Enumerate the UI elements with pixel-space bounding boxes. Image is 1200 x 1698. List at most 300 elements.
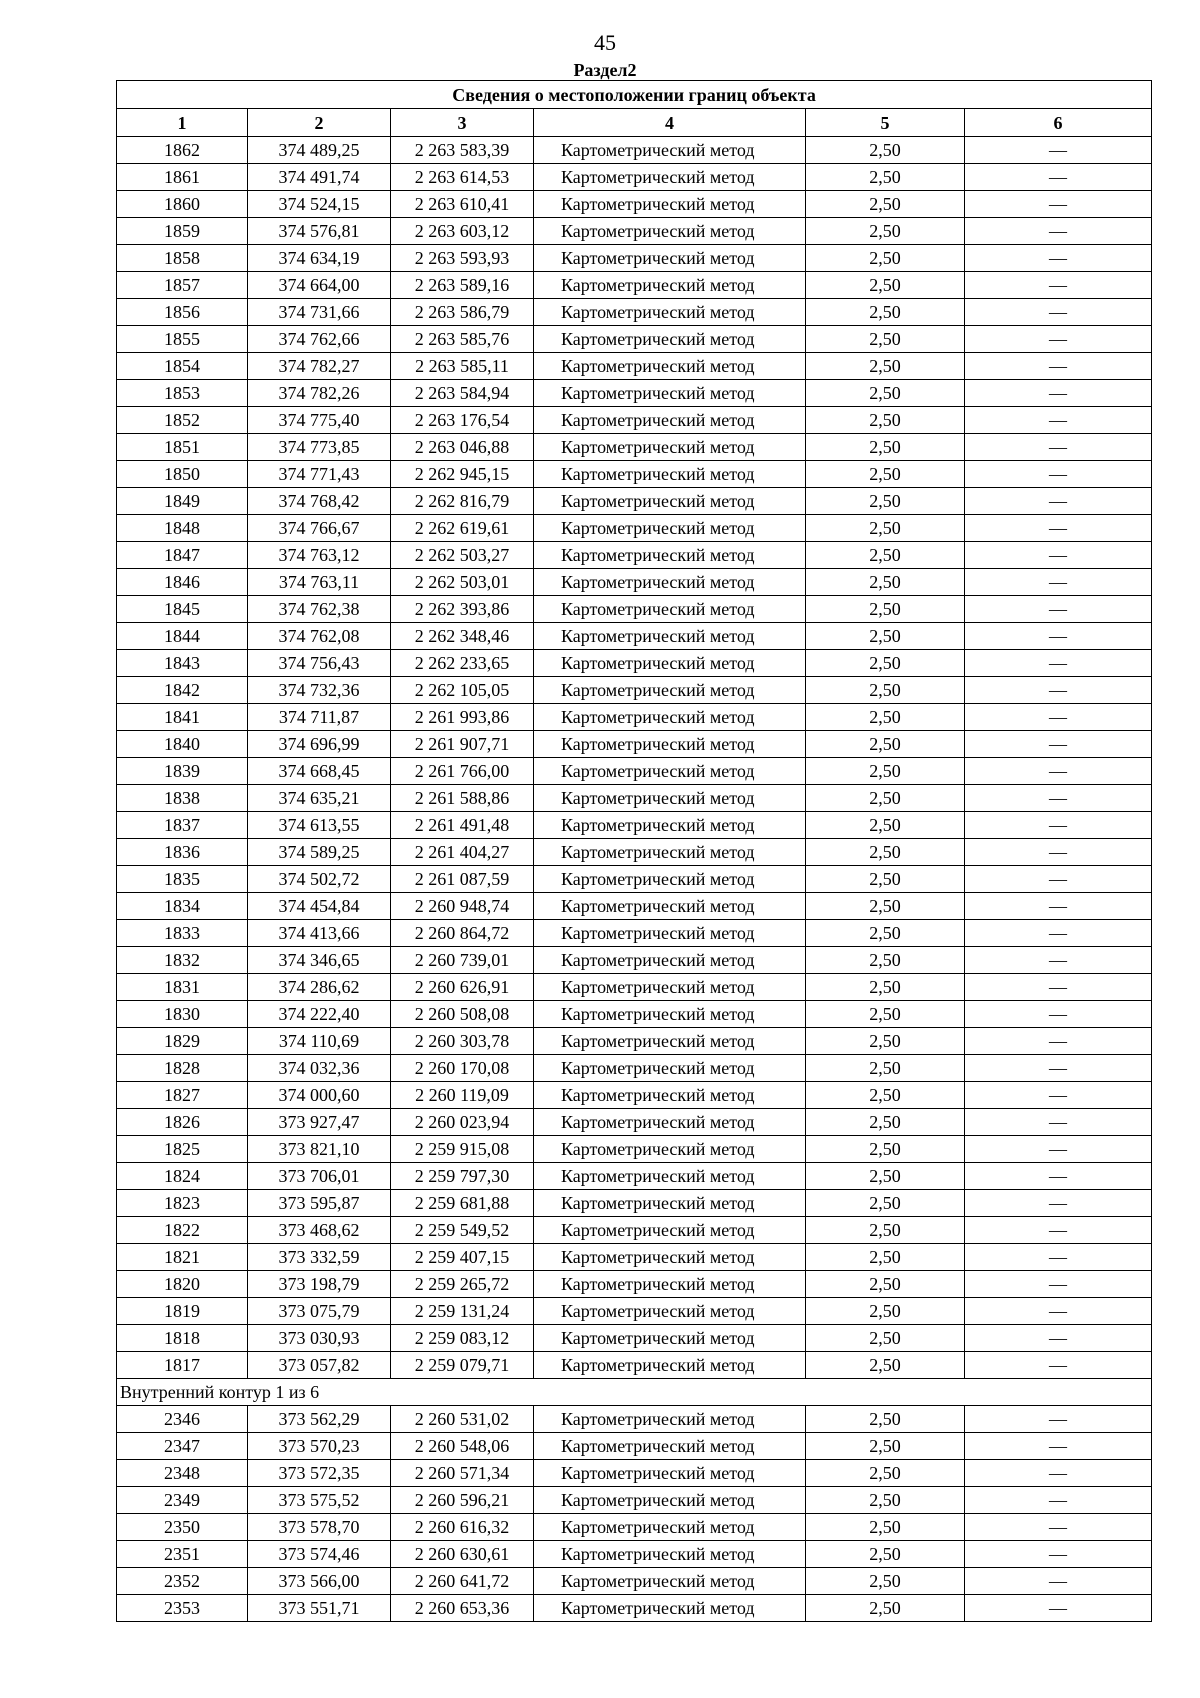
x-coordinate-cell: 374 775,40 [248,407,391,434]
table-row [117,299,1152,326]
point-number-cell: 1818 [117,1325,248,1352]
description-cell: — [965,704,1152,731]
point-number-cell: 2352 [117,1568,248,1595]
accuracy-cell: 2,50 [806,434,965,461]
description-cell: — [965,1190,1152,1217]
point-number-cell: 2351 [117,1541,248,1568]
method-cell: Картометрический метод [534,785,806,812]
point-number-cell: 1831 [117,974,248,1001]
method-cell: Картометрический метод [534,650,806,677]
column-header: 5 [806,109,965,137]
description-cell: — [965,1595,1152,1622]
point-number-cell: 1852 [117,407,248,434]
method-cell: Картометрический метод [534,1001,806,1028]
y-coordinate-cell: 2 262 816,79 [391,488,534,515]
method-cell: Картометрический метод [534,353,806,380]
table-row [117,542,1152,569]
description-cell: — [965,542,1152,569]
x-coordinate-cell: 374 762,66 [248,326,391,353]
inner-contour-label: Внутренний контур 1 из 6 [117,1379,1152,1406]
method-cell: Картометрический метод [534,326,806,353]
x-coordinate-cell: 374 454,84 [248,893,391,920]
method-cell: Картометрический метод [534,1217,806,1244]
point-number-cell: 1839 [117,758,248,785]
y-coordinate-cell: 2 263 584,94 [391,380,534,407]
point-number-cell: 1822 [117,1217,248,1244]
description-cell: — [965,785,1152,812]
method-cell: Картометрический метод [534,1406,806,1433]
accuracy-cell: 2,50 [806,1055,965,1082]
method-cell: Картометрический метод [534,1028,806,1055]
accuracy-cell: 2,50 [806,596,965,623]
accuracy-cell: 2,50 [806,191,965,218]
accuracy-cell: 2,50 [806,1325,965,1352]
method-cell: Картометрический метод [534,1595,806,1622]
table-row [117,704,1152,731]
x-coordinate-cell: 373 075,79 [248,1298,391,1325]
table-row [117,650,1152,677]
description-cell: — [965,758,1152,785]
accuracy-cell: 2,50 [806,1163,965,1190]
point-number-cell: 1844 [117,623,248,650]
y-coordinate-cell: 2 259 407,15 [391,1244,534,1271]
accuracy-cell: 2,50 [806,137,965,164]
accuracy-cell: 2,50 [806,245,965,272]
method-cell: Картометрический метод [534,461,806,488]
y-coordinate-cell: 2 259 797,30 [391,1163,534,1190]
point-number-cell: 1837 [117,812,248,839]
table-row [117,920,1152,947]
accuracy-cell: 2,50 [806,1217,965,1244]
description-cell: — [965,893,1152,920]
description-cell: — [965,353,1152,380]
table-row [117,191,1152,218]
description-cell: — [965,137,1152,164]
table-row [117,1271,1152,1298]
x-coordinate-cell: 373 595,87 [248,1190,391,1217]
y-coordinate-cell: 2 263 585,76 [391,326,534,353]
x-coordinate-cell: 374 346,65 [248,947,391,974]
description-cell: — [965,1352,1152,1379]
method-cell: Картометрический метод [534,1541,806,1568]
description-cell: — [965,947,1152,974]
y-coordinate-cell: 2 263 614,53 [391,164,534,191]
accuracy-cell: 2,50 [806,1244,965,1271]
description-cell: — [965,488,1152,515]
description-cell: — [965,1514,1152,1541]
y-coordinate-cell: 2 260 303,78 [391,1028,534,1055]
method-cell: Картометрический метод [534,839,806,866]
point-number-cell: 2353 [117,1595,248,1622]
method-cell: Картометрический метод [534,569,806,596]
y-coordinate-cell: 2 259 681,88 [391,1190,534,1217]
y-coordinate-cell: 2 263 610,41 [391,191,534,218]
method-cell: Картометрический метод [534,1352,806,1379]
accuracy-cell: 2,50 [806,1568,965,1595]
accuracy-cell: 2,50 [806,380,965,407]
point-number-cell: 1849 [117,488,248,515]
column-header: 6 [965,109,1152,137]
method-cell: Картометрический метод [534,731,806,758]
accuracy-cell: 2,50 [806,731,965,758]
x-coordinate-cell: 373 706,01 [248,1163,391,1190]
point-number-cell: 2346 [117,1406,248,1433]
point-number-cell: 1848 [117,515,248,542]
accuracy-cell: 2,50 [806,1487,965,1514]
y-coordinate-cell: 2 259 265,72 [391,1271,534,1298]
x-coordinate-cell: 373 572,35 [248,1460,391,1487]
point-number-cell: 1840 [117,731,248,758]
description-cell: — [965,1055,1152,1082]
description-cell: — [965,650,1152,677]
x-coordinate-cell: 374 711,87 [248,704,391,731]
method-cell: Картометрический метод [534,1514,806,1541]
accuracy-cell: 2,50 [806,353,965,380]
table-row [117,218,1152,245]
description-cell: — [965,1568,1152,1595]
description-cell: — [965,920,1152,947]
point-number-cell: 1841 [117,704,248,731]
method-cell: Картометрический метод [534,1244,806,1271]
description-cell: — [965,596,1152,623]
table-row [117,1595,1152,1622]
table-row [117,758,1152,785]
description-cell: — [965,839,1152,866]
page-number: 45 [594,30,616,55]
point-number-cell: 2348 [117,1460,248,1487]
method-cell: Картометрический метод [534,677,806,704]
x-coordinate-cell: 374 756,43 [248,650,391,677]
table-row [117,488,1152,515]
x-coordinate-cell: 373 575,52 [248,1487,391,1514]
method-cell: Картометрический метод [534,380,806,407]
method-cell: Картометрический метод [534,1271,806,1298]
y-coordinate-cell: 2 261 087,59 [391,866,534,893]
point-number-cell: 1859 [117,218,248,245]
accuracy-cell: 2,50 [806,515,965,542]
contour-row [117,1379,1152,1406]
description-cell: — [965,812,1152,839]
y-coordinate-cell: 2 263 586,79 [391,299,534,326]
accuracy-cell: 2,50 [806,272,965,299]
table-row [117,866,1152,893]
contour-heading [117,1379,1152,1406]
x-coordinate-cell: 374 766,67 [248,515,391,542]
y-coordinate-cell: 2 261 404,27 [391,839,534,866]
description-cell: — [965,299,1152,326]
method-cell: Картометрический метод [534,920,806,947]
point-number-cell: 1833 [117,920,248,947]
description-cell: — [965,218,1152,245]
description-cell: — [965,191,1152,218]
section-title: Раздел2 [573,60,637,80]
x-coordinate-cell: 373 574,46 [248,1541,391,1568]
accuracy-cell: 2,50 [806,812,965,839]
x-coordinate-cell: 373 468,62 [248,1217,391,1244]
accuracy-cell: 2,50 [806,947,965,974]
y-coordinate-cell: 2 260 531,02 [391,1406,534,1433]
point-number-cell: 2350 [117,1514,248,1541]
description-cell: — [965,1136,1152,1163]
y-coordinate-cell: 2 260 948,74 [391,893,534,920]
table-row [117,1028,1152,1055]
point-number-cell: 1825 [117,1136,248,1163]
point-number-cell: 1826 [117,1109,248,1136]
description-cell: — [965,731,1152,758]
y-coordinate-cell: 2 261 491,48 [391,812,534,839]
method-cell: Картометрический метод [534,299,806,326]
x-coordinate-cell: 374 762,38 [248,596,391,623]
point-number-cell: 1847 [117,542,248,569]
accuracy-cell: 2,50 [806,461,965,488]
x-coordinate-cell: 373 198,79 [248,1271,391,1298]
outer-contour-rows [117,137,1152,1379]
method-cell: Картометрический метод [534,1325,806,1352]
table-row [117,1136,1152,1163]
description-cell: — [965,380,1152,407]
method-cell: Картометрический метод [534,542,806,569]
point-number-cell: 1856 [117,299,248,326]
description-cell: — [965,434,1152,461]
accuracy-cell: 2,50 [806,704,965,731]
table-row [117,812,1152,839]
x-coordinate-cell: 374 762,08 [248,623,391,650]
accuracy-cell: 2,50 [806,1271,965,1298]
accuracy-cell: 2,50 [806,1082,965,1109]
point-number-cell: 1835 [117,866,248,893]
table-row [117,596,1152,623]
point-number-cell: 1855 [117,326,248,353]
point-number-cell: 1824 [117,1163,248,1190]
description-cell: — [965,164,1152,191]
accuracy-cell: 2,50 [806,1298,965,1325]
y-coordinate-cell: 2 262 348,46 [391,623,534,650]
description-cell: — [965,1028,1152,1055]
accuracy-cell: 2,50 [806,1028,965,1055]
point-number-cell: 1836 [117,839,248,866]
table-row [117,1487,1152,1514]
accuracy-cell: 2,50 [806,677,965,704]
accuracy-cell: 2,50 [806,1136,965,1163]
method-cell: Картометрический метод [534,596,806,623]
y-coordinate-cell: 2 262 503,01 [391,569,534,596]
method-cell: Картометрический метод [534,974,806,1001]
x-coordinate-cell: 374 286,62 [248,974,391,1001]
y-coordinate-cell: 2 260 508,08 [391,1001,534,1028]
accuracy-cell: 2,50 [806,407,965,434]
point-number-cell: 1820 [117,1271,248,1298]
method-cell: Картометрический метод [534,488,806,515]
method-cell: Картометрический метод [534,812,806,839]
accuracy-cell: 2,50 [806,1001,965,1028]
point-number-cell: 1850 [117,461,248,488]
y-coordinate-cell: 2 260 626,91 [391,974,534,1001]
method-cell: Картометрический метод [534,272,806,299]
x-coordinate-cell: 374 032,36 [248,1055,391,1082]
point-number-cell: 1861 [117,164,248,191]
accuracy-cell: 2,50 [806,326,965,353]
method-cell: Картометрический метод [534,137,806,164]
x-coordinate-cell: 374 491,74 [248,164,391,191]
description-cell: — [965,1406,1152,1433]
method-cell: Картометрический метод [534,1163,806,1190]
column-header: 1 [117,109,248,137]
method-cell: Картометрический метод [534,191,806,218]
point-number-cell: 1857 [117,272,248,299]
description-cell: — [965,245,1152,272]
description-cell: — [965,1325,1152,1352]
point-number-cell: 1845 [117,596,248,623]
y-coordinate-cell: 2 261 907,71 [391,731,534,758]
y-coordinate-cell: 2 262 233,65 [391,650,534,677]
table-row [117,1541,1152,1568]
table-row [117,1082,1152,1109]
y-coordinate-cell: 2 262 503,27 [391,542,534,569]
y-coordinate-cell: 2 260 170,08 [391,1055,534,1082]
inner-contour-rows [117,1406,1152,1622]
description-cell: — [965,569,1152,596]
x-coordinate-cell: 374 768,42 [248,488,391,515]
description-cell: — [965,866,1152,893]
point-number-cell: 1821 [117,1244,248,1271]
method-cell: Картометрический метод [534,1055,806,1082]
x-coordinate-cell: 373 562,29 [248,1406,391,1433]
accuracy-cell: 2,50 [806,1460,965,1487]
point-number-cell: 1843 [117,650,248,677]
method-cell: Картометрический метод [534,1190,806,1217]
y-coordinate-cell: 2 259 131,24 [391,1298,534,1325]
y-coordinate-cell: 2 260 548,06 [391,1433,534,1460]
point-number-cell: 1834 [117,893,248,920]
x-coordinate-cell: 374 668,45 [248,758,391,785]
x-coordinate-cell: 374 413,66 [248,920,391,947]
column-number-row [117,109,1152,137]
method-cell: Картометрический метод [534,1487,806,1514]
x-coordinate-cell: 374 773,85 [248,434,391,461]
accuracy-cell: 2,50 [806,542,965,569]
table-row [117,515,1152,542]
table-row [117,1244,1152,1271]
y-coordinate-cell: 2 260 641,72 [391,1568,534,1595]
description-cell: — [965,1244,1152,1271]
x-coordinate-cell: 373 332,59 [248,1244,391,1271]
point-number-cell: 1851 [117,434,248,461]
point-number-cell: 1823 [117,1190,248,1217]
point-number-cell: 2349 [117,1487,248,1514]
x-coordinate-cell: 374 576,81 [248,218,391,245]
point-number-cell: 1860 [117,191,248,218]
point-number-cell: 1838 [117,785,248,812]
description-cell: — [965,1001,1152,1028]
x-coordinate-cell: 373 057,82 [248,1352,391,1379]
accuracy-cell: 2,50 [806,569,965,596]
description-cell: — [965,326,1152,353]
y-coordinate-cell: 2 260 023,94 [391,1109,534,1136]
table-row [117,245,1152,272]
x-coordinate-cell: 373 927,47 [248,1109,391,1136]
description-cell: — [965,974,1152,1001]
point-number-cell: 1828 [117,1055,248,1082]
accuracy-cell: 2,50 [806,758,965,785]
x-coordinate-cell: 374 589,25 [248,839,391,866]
x-coordinate-cell: 373 566,00 [248,1568,391,1595]
description-cell: — [965,515,1152,542]
y-coordinate-cell: 2 263 593,93 [391,245,534,272]
accuracy-cell: 2,50 [806,488,965,515]
x-coordinate-cell: 374 613,55 [248,812,391,839]
accuracy-cell: 2,50 [806,893,965,920]
y-coordinate-cell: 2 263 585,11 [391,353,534,380]
table-head [117,81,1152,137]
x-coordinate-cell: 374 782,26 [248,380,391,407]
x-coordinate-cell: 374 222,40 [248,1001,391,1028]
table-row [117,1217,1152,1244]
method-cell: Картометрический метод [534,1136,806,1163]
accuracy-cell: 2,50 [806,1406,965,1433]
x-coordinate-cell: 374 634,19 [248,245,391,272]
point-number-cell: 1829 [117,1028,248,1055]
accuracy-cell: 2,50 [806,299,965,326]
x-coordinate-cell: 373 821,10 [248,1136,391,1163]
method-cell: Картометрический метод [534,893,806,920]
description-cell: — [965,1541,1152,1568]
method-cell: Картометрический метод [534,218,806,245]
x-coordinate-cell: 374 771,43 [248,461,391,488]
y-coordinate-cell: 2 261 588,86 [391,785,534,812]
y-coordinate-cell: 2 261 766,00 [391,758,534,785]
point-number-cell: 2347 [117,1433,248,1460]
method-cell: Картометрический метод [534,407,806,434]
table-row [117,1325,1152,1352]
accuracy-cell: 2,50 [806,1190,965,1217]
y-coordinate-cell: 2 260 119,09 [391,1082,534,1109]
accuracy-cell: 2,50 [806,1352,965,1379]
description-cell: — [965,1460,1152,1487]
table-row [117,1001,1152,1028]
accuracy-cell: 2,50 [806,785,965,812]
table-row [117,1406,1152,1433]
x-coordinate-cell: 373 551,71 [248,1595,391,1622]
y-coordinate-cell: 2 260 739,01 [391,947,534,974]
table-row [117,1109,1152,1136]
table-row [117,974,1152,1001]
y-coordinate-cell: 2 260 616,32 [391,1514,534,1541]
boundary-table [116,80,1152,1622]
accuracy-cell: 2,50 [806,974,965,1001]
table-row [117,1190,1152,1217]
table-row [117,1055,1152,1082]
table-row [117,1352,1152,1379]
method-cell: Картометрический метод [534,434,806,461]
column-header: 2 [248,109,391,137]
method-cell: Картометрический метод [534,1433,806,1460]
point-number-cell: 1858 [117,245,248,272]
y-coordinate-cell: 2 260 653,36 [391,1595,534,1622]
method-cell: Картометрический метод [534,1109,806,1136]
y-coordinate-cell: 2 262 105,05 [391,677,534,704]
x-coordinate-cell: 374 696,99 [248,731,391,758]
description-cell: — [965,1217,1152,1244]
x-coordinate-cell: 374 731,66 [248,299,391,326]
point-number-cell: 1819 [117,1298,248,1325]
method-cell: Картометрический метод [534,245,806,272]
accuracy-cell: 2,50 [806,1109,965,1136]
table-row [117,407,1152,434]
x-coordinate-cell: 374 763,12 [248,542,391,569]
method-cell: Картометрический метод [534,1298,806,1325]
table-row [117,1298,1152,1325]
method-cell: Картометрический метод [534,947,806,974]
